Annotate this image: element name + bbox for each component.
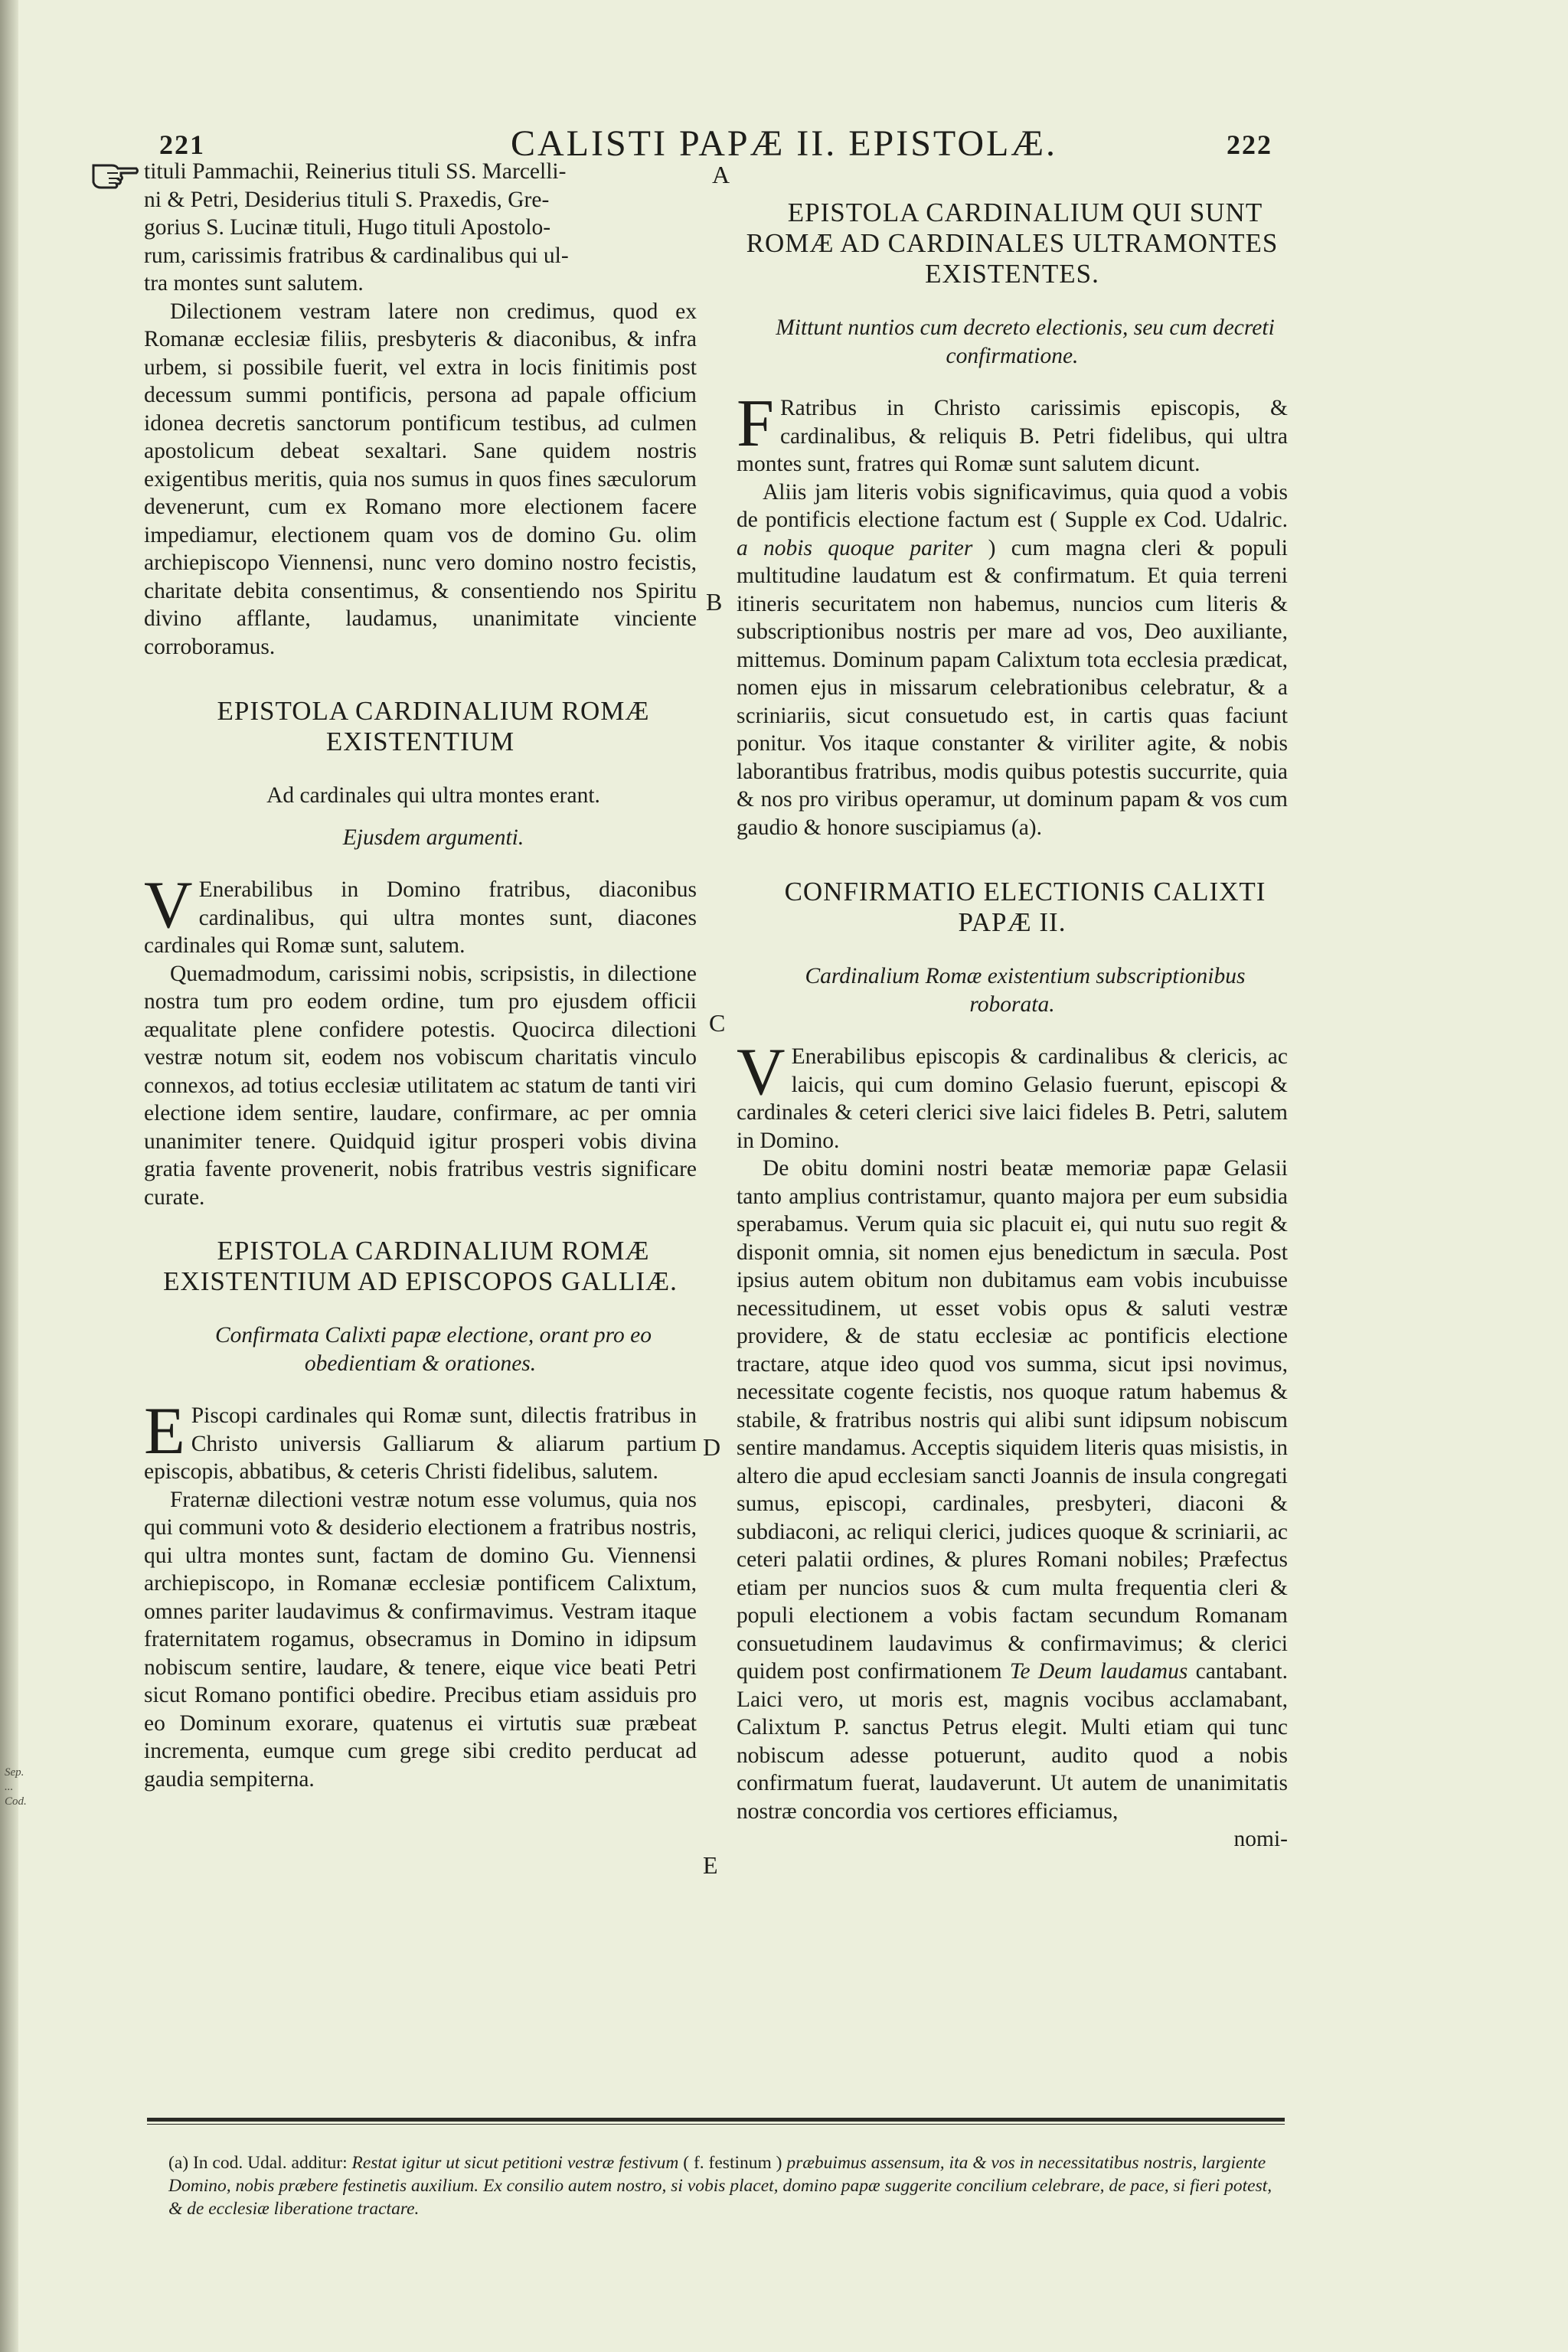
section-heading: EPISTOLA CARDINALIUM ROMÆ EXISTENTIUM xyxy=(217,696,650,756)
margin-letter-c: C xyxy=(709,1009,726,1037)
body-paragraph: Quemadmodum, carissimi nobis, scripsistis, in dilectione nostra tum pro eodem ordine, tum pro ejusdem officii æqualitate plene confidere potestis. Quocirca dilectioni vestræ notum sit, eodem nos vobiscum charitatis vinculo connexos, ad totius ecclesiæ utilitatem ac statum de tanti viri electione idem sentire, laudare, confirmare, ac per omnia unanimiter tenere. Quidquid igitur prosperi vobis divina gratia favente provenerit, nobis fratribus vestris significare curate. xyxy=(144,961,697,1210)
footnote-divider xyxy=(147,2118,1285,2122)
body-paragraph: E Piscopi cardinales qui Romæ sunt, dilectis fratribus in Christo universis Galliarum & aliarum partium episcopis, abbatibus, & ceteris Christi fidelibus, salutem. xyxy=(144,1394,697,1484)
section-subtitle: Ad cardinales qui ultra montes erant. xyxy=(266,783,600,808)
catchword: nomi- xyxy=(1233,1827,1288,1851)
footnote-divider-thin xyxy=(147,2124,1285,2125)
section-rubric: Confirmata Calixti papæ electione, orant pro eo obedientiam & orationes. xyxy=(214,1323,652,1376)
section-rubric: Mittunt nuntios cum decreto electionis, seu cum decreti confirmatione. xyxy=(776,315,1275,368)
right-column xyxy=(737,158,1288,1854)
drop-cap: V xyxy=(737,1035,786,1109)
footnote: (a) In cod. Udal. additur: Restat igitur ut sicut petitioni vestræ festivum ( f. festinum ) præbuimus assensum, ita & vos in necessitatibus nostris, largiente Domino, nobis præbere festinetis auxilium. Ex consilio autem nostro, si vobis placet, domino papæ suggerite concilium celebrare, de pace, si fieri potest, & de ecclesiæ liberatione tractare. xyxy=(168,2153,1272,2219)
drop-cap: F xyxy=(737,387,774,461)
body-paragraph: V Enerabilibus episcopis & cardinalibus & clericis, ac laicis, qui cum domino Gelasio fuerunt, episcopi & cardinales & ceteri clerici sive laici fideles B. Petri, salutem in Domino. xyxy=(737,1035,1288,1153)
margin-letter-e: E xyxy=(703,1851,718,1879)
left-column xyxy=(144,158,697,1793)
drop-cap: E xyxy=(144,1394,185,1468)
section-heading: EPISTOLA CARDINALIUM ROMÆ EXISTENTIUM AD EPISCOPOS GALLIÆ. xyxy=(163,1236,678,1296)
margin-note: Sep. ... Cod. xyxy=(5,1766,27,1808)
body-paragraph: De obitu domini nostri beatæ memoriæ papæ Gelasii tanto amplius contristamur, quanto majora per eum subsidia sperabamus. Verum quia sic placuit ei, qui nutu suo regit & disponit omnia, sit nomen ejus benedictum in sæcula. Post ipsius autem obitum non dubitamus eam vobis incubuisse necessitudinem, ut esset vobis opus & saluti vestræ providere, & de statu ecclesiæ ac pontificis electione tractare, atque ideo quod vos summa, sicut ipsi novimus, necessitate cogente fecistis, nos quoque ratum habemus & stabile, & fratribus nostris qui alibi sunt idipsum nobiscum sentire mandamus. Acceptis siquidem literis quas misistis, in altero die apud ecclesiam sancti Joannis de insula congregati sumus, episcopi, cardinales, presbyteri, diaconi & subdiaconi, ac reliqui clerici, judices quoque & scriniarii, ac ceteri palatii ordines, & plures Romani nobiles; Præfectus etiam per nuncios suos & cum multa frequentia cleri & populi electionem a vobis factam secundum Romanam consuetudinem laudavimus & confirmavimus; & clerici quidem post confirmationem Te Deum laudamus cantabant. Laici vero, ut moris est, magnis vocibus acclamabant, Calixtum P. sanctus Petrus elegit. Multi etiam qui tunc nobiscum adesse potuerunt, audito quod a nobis confirmatum fuerat, laudaverunt. Ut autem de unanimitatis nostræ concordia vos certiores efficiamus, xyxy=(737,1156,1289,1824)
body-paragraph: Dilectionem vestram latere non credimus, quod ex Romanæ ecclesiæ filiis, presbyteris & diaconibus, & infra urbem, si possibile fuerit, vel extra in locis finitimis post decessum summi pontificis, persona ad papale officium idonea decretis sanctorum pontificum testibus, ad culmen apostolicum debeat sexaltari. Sane quidem nostris exigentibus meritis, quia nos sumus in quos fines sæculorum devenerunt, cum ex Romano more electionem facere impediamur, electionem quam vos de domino Gu. olim archiepiscopo Viennensi, nunc vero domino nostro fecistis, charitate debita consentimus, & consentiendo nos Spiritu divino afflante, laudamus, unanimitate vinciente corroboramus. xyxy=(144,299,697,659)
page-title: CALISTI PAPÆ II. EPISTOLÆ. xyxy=(510,123,1058,164)
page-number-right: 222 xyxy=(1227,129,1272,160)
drop-cap: V xyxy=(144,868,193,942)
margin-letter-d: D xyxy=(703,1433,721,1461)
body-paragraph: F Ratribus in Christo carissimis episcopis, & cardinalibus, & reliquis B. Petri fidelibus, qui ultra montes sunt, fratres qui Romæ sunt salutem dicunt. xyxy=(737,387,1288,476)
body-paragraph: Fraternæ dilectioni vestræ notum esse volumus, quia nos qui communi voto & desiderio electionem a fratribus nostris, qui ultra montes sunt, factam de domino Gu. Viennensi archiepiscopo, in Romanæ ecclesiæ pontificem Calixtum, omnes pariter laudavimus & confirmavimus. Vestram itaque fraternitatem rogamus, obsecramus in Domino in idipsum nobiscum sentire, laudare, & tenere, eique vice beati Petri sicut Romano pontifici obedire. Precibus etiam assiduis pro eo Dominum exorare, quatenus ei virtutis suæ præbeat incrementa, eumque cum grege sibi credito perducat ad gaudia sempiterna. xyxy=(144,1487,697,1792)
margin-letter-a: A xyxy=(712,161,730,188)
body-paragraph: Aliis jam literis vobis significavimus, quia quod a vobis de pontificis electione factum est ( Supple ex Cod. Udalric. a nobis quoque pariter ) cum magna cleri & populi multitudine laudatum est & confirmatum. Et quia terreni itineris securitatem non habemus, nuncios cum literis & subscriptionibus nostris per mare ad vos, Deo auxiliante, mittemus. Dominum papam Calixtum tota ecclesia prædicat, nomen ejus in missarum celebrationibus celebratur, & a scriniariis, sicut consuetudo est, in cartis quas faciunt ponitur. Vos itaque constanter & viriliter agite, & nobis laborantibus fratribus, modis quibus potestis succurrite, quia & nos pro viribus operamur, ut dominum papam & vos cum gaudio & honore suscipiamus (a). xyxy=(737,479,1288,840)
margin-letter-b: B xyxy=(706,588,723,616)
section-heading: CONFIRMATIO ELECTIONIS CALIXTI PAPÆ II. xyxy=(784,877,1266,937)
page-number-left: 221 xyxy=(159,129,205,160)
intro-address: tituli Pammachii, Reinerius tituli SS. Marcelli- ni & Petri, Desiderius tituli S. Praxedis, Gre- gorius S. Lucinæ tituli, Hugo tituli Apostolo- rum, carissimis fratribus & cardinalibus qui ul- tra montes sunt salutem. xyxy=(144,159,569,296)
section-rubric: Cardinalium Romæ existentium subscriptionibus roborata. xyxy=(805,964,1246,1017)
section-heading: EPISTOLA CARDINALIUM QUI SUNT ROMÆ AD CARDINALES ULTRAMONTES EXISTENTES. xyxy=(746,198,1279,289)
section-rubric: Ejusdem argumenti. xyxy=(342,825,524,850)
book-gutter xyxy=(0,0,27,2352)
pointing-hand-icon xyxy=(90,158,139,191)
body-paragraph: V Enerabilibus in Domino fratribus, diaconibus cardinalibus, qui ultra montes sunt, diacones cardinales qui Romæ sunt, salutem. xyxy=(144,868,697,958)
